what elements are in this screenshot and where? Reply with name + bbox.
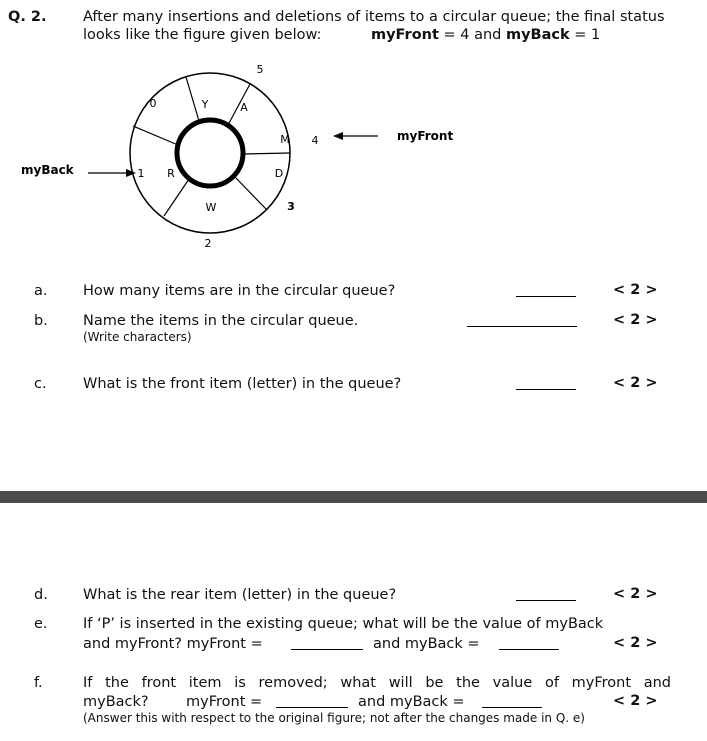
circular-queue-figure xyxy=(0,55,707,255)
answer-blank-a[interactable] xyxy=(516,284,576,297)
part-e-question-line-1: If ‘P’ is inserted in the existing queue; what will be the value of myBack xyxy=(83,616,604,632)
answer-blank-f-back[interactable] xyxy=(482,695,542,708)
part-c-question: What is the front item (letter) in the queue? xyxy=(83,376,402,392)
answer-blank-f-front[interactable] xyxy=(276,695,348,708)
part-c-letter: c. xyxy=(34,376,47,392)
front-arrowhead xyxy=(333,132,343,140)
part-c-marks: < 2 > xyxy=(613,375,658,391)
part-d-question: What is the rear item (letter) in the queue? xyxy=(83,587,397,603)
slot-item: W xyxy=(205,201,217,214)
part-f-letter: f. xyxy=(34,675,43,691)
slot-index: 0 xyxy=(149,97,157,110)
part-f-marks: < 2 > xyxy=(613,693,658,709)
slot-item: D xyxy=(274,167,284,180)
part-e-question-line-2: and myFront? myFront = xyxy=(83,636,263,652)
part-e-question-line-2b: and myBack = xyxy=(373,636,480,652)
slot-dividers xyxy=(133,77,290,216)
part-e-marks: < 2 > xyxy=(613,635,658,651)
back-label: myBack xyxy=(506,27,570,43)
slot-item: Y xyxy=(201,98,209,111)
question-number: Q. 2. xyxy=(8,9,47,25)
part-a-marks: < 2 > xyxy=(613,282,658,298)
part-a-letter: a. xyxy=(34,283,48,299)
part-f-question-line-2c: and myBack = xyxy=(358,694,465,710)
front-value: = 4 and xyxy=(438,27,506,43)
answer-blank-e-front[interactable] xyxy=(291,637,363,650)
part-a-question: How many items are in the circular queue? xyxy=(83,283,396,299)
part-b-note: (Write characters) xyxy=(83,330,192,344)
answer-blank-d[interactable] xyxy=(516,588,576,601)
part-f-question-line-1: If the front item is removed; what will be the value of myFront and xyxy=(83,675,671,691)
part-b-question: Name the items in the circular queue. xyxy=(83,313,359,329)
part-f-question-line-2a: myBack? xyxy=(83,694,149,710)
question-line-2: looks like the figure given below: xyxy=(83,27,322,43)
answer-blank-c[interactable] xyxy=(516,377,576,390)
part-b-letter: b. xyxy=(34,313,48,329)
slot-item: M xyxy=(280,133,290,146)
slot-item: A xyxy=(240,101,248,114)
slot-index: 3 xyxy=(287,200,295,213)
back-value: = 1 xyxy=(569,27,601,43)
front-pointer-label: myFront xyxy=(397,129,454,143)
inner-ring xyxy=(177,120,243,186)
front-label: myFront xyxy=(371,27,439,43)
slot-index: 1 xyxy=(137,167,145,180)
slot-index: 2 xyxy=(204,237,212,250)
part-f-question-line-2b: myFront = xyxy=(186,694,263,710)
part-d-marks: < 2 > xyxy=(613,586,658,602)
slot-item: R xyxy=(167,167,175,180)
back-pointer-label: myBack xyxy=(21,163,74,177)
page-divider xyxy=(0,491,707,503)
back-arrowhead xyxy=(126,169,136,177)
slot-index: 5 xyxy=(256,63,264,76)
part-d-letter: d. xyxy=(34,587,48,603)
answer-blank-b[interactable] xyxy=(467,314,577,327)
slot-index: 4 xyxy=(311,134,319,147)
part-b-marks: < 2 > xyxy=(613,312,658,328)
question-line-1: After many insertions and deletions of items to a circular queue; the final status xyxy=(83,9,665,25)
part-f-note: (Answer this with respect to the original figure; not after the changes made in Q. e) xyxy=(83,711,585,725)
pointer-values xyxy=(371,26,600,44)
answer-blank-e-back[interactable] xyxy=(499,637,559,650)
part-e-letter: e. xyxy=(34,616,48,632)
